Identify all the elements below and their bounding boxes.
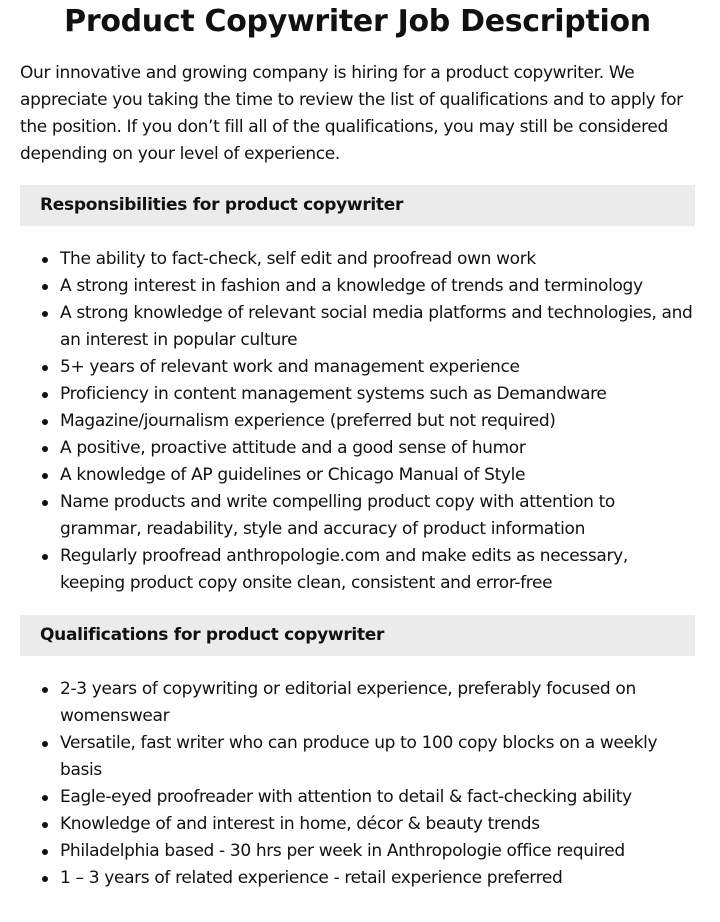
list-item: Knowledge of and interest in home, décor & beauty trends	[20, 811, 695, 838]
list-item: A knowledge of AP guidelines or Chicago Manual of Style	[20, 462, 695, 489]
job-description-page	[20, 0, 695, 892]
list-item: Eagle-eyed proofreader with attention to detail & fact-checking ability	[20, 784, 695, 811]
list-item: Philadelphia based - 30 hrs per week in Anthropologie office required	[20, 838, 695, 865]
responsibilities-list	[20, 246, 695, 597]
list-item: A strong knowledge of relevant social media platforms and technologies, and an interest in popular culture	[20, 300, 695, 354]
list-item: Regularly proofread anthropologie.com and make edits as necessary, keeping product copy onsite clean, consistent and error-free	[20, 543, 695, 597]
list-item: 2-3 years of copywriting or editorial experience, preferably focused on womenswear	[20, 676, 695, 730]
qualifications-heading: Qualifications for product copywriter	[20, 615, 695, 656]
list-item: Versatile, fast writer who can produce up to 100 copy blocks on a weekly basis	[20, 730, 695, 784]
list-item: Name products and write compelling product copy with attention to grammar, readability, style and accuracy of product information	[20, 489, 695, 543]
list-item: The ability to fact-check, self edit and proofread own work	[20, 246, 695, 273]
list-item: A positive, proactive attitude and a good sense of humor	[20, 435, 695, 462]
list-item: Proficiency in content management systems such as Demandware	[20, 381, 695, 408]
intro-paragraph: Our innovative and growing company is hiring for a product copywriter. We appreciate you taking the time to review the list of qualifications and to apply for the position. If you don’t fill all of the qualifications, you may still be considered depending on your level of experience.	[20, 63, 683, 164]
list-item: A strong interest in fashion and a knowledge of trends and terminology	[20, 273, 695, 300]
qualifications-list	[20, 676, 695, 892]
list-item: Magazine/journalism experience (preferred but not required)	[20, 408, 695, 435]
list-item: 5+ years of relevant work and management experience	[20, 354, 695, 381]
page-title: Product Copywriter Job Description	[64, 4, 651, 39]
list-item: 1 – 3 years of related experience - retail experience preferred	[20, 865, 695, 892]
responsibilities-heading: Responsibilities for product copywriter	[20, 185, 695, 226]
